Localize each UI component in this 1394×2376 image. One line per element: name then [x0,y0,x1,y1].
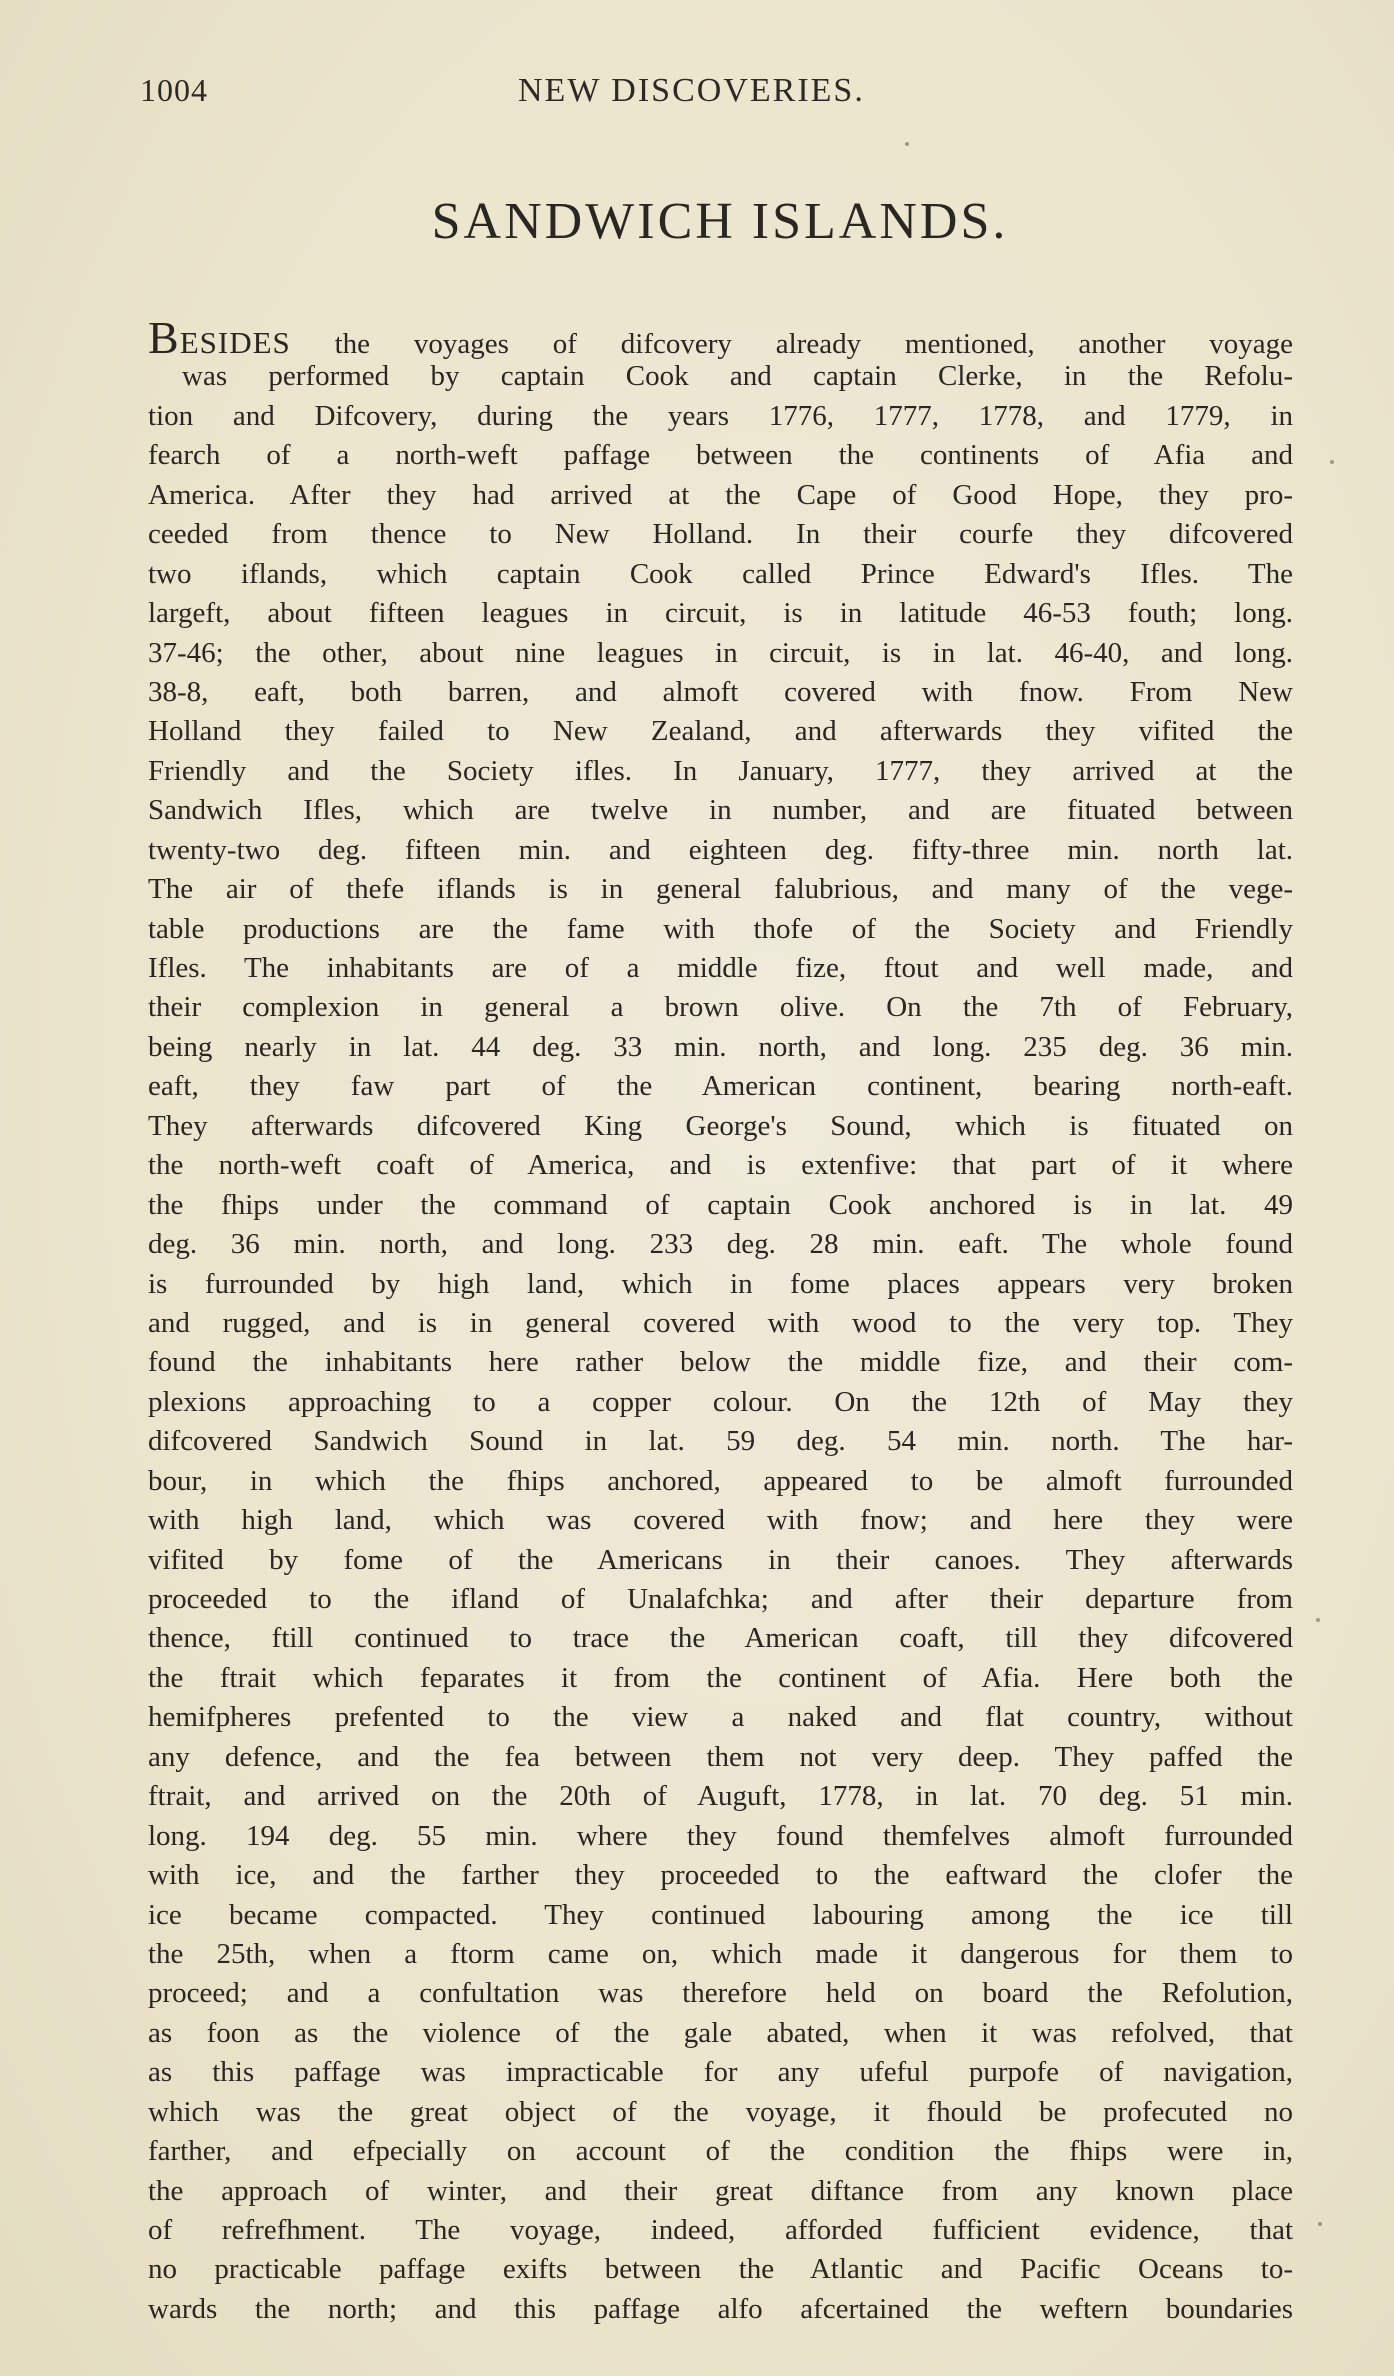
text-line: twenty-two deg. fifteen min. and eighteen deg. fifty-three min. north lat. [148,833,1293,866]
text-line: vifited by fome of the Americans in their canoes. They afterwards [148,1543,1293,1576]
text-line: with high land, which was covered with fnow; and here they were [148,1504,1293,1537]
text-line: proceeded to the ifland of Unalafchka; and after their departure from [148,1583,1293,1615]
text-line: ftrait, and arrived on the 20th of Auguft, 1778, in lat. 70 deg. 51 min. [148,1780,1293,1813]
text-line: eaft, they faw part of the American continent, bearing north-eaft. [148,1070,1293,1103]
text-line: which was the great object of the voyage, it fhould be profecuted no [148,2095,1293,2128]
text-line: any defence, and the fea between them not very deep. They paffed the [148,1740,1293,1773]
text-line: being nearly in lat. 44 deg. 33 min. north, and long. 235 deg. 36 min. [148,1030,1293,1063]
text-line: as foon as the violence of the gale abated, when it was refolved, that [148,2016,1293,2049]
text-line: 37-46; the other, about nine leagues in circuit, is in lat. 46-40, and long. [148,636,1293,669]
text-line: difcovered Sandwich Sound in lat. 59 deg. 54 min. north. The har- [148,1425,1293,1458]
paper-speck [1318,2222,1322,2226]
page-number: 1004 [140,72,208,108]
text-line: the 25th, when a ftorm came on, which made it dangerous for them to [148,1937,1293,1970]
text-line: the ftrait which feparates it from the continent of Afia. Here both the [148,1661,1293,1694]
text-line: Friendly and the Society ifles. In January, 1777, they arrived at the [148,754,1293,787]
text-line: the north-weft coaft of America, and is extenfive: that part of it where [148,1149,1293,1182]
paper-speck [1330,460,1334,464]
line-text: the voyages of difcovery already mentioned, another voyage [290,328,1293,360]
text-line: America. After they had arrived at the Cape of Good Hope, they pro- [148,478,1293,511]
text-line: proceed; and a confultation was therefore held on board the Refolution, [148,1977,1293,2010]
text-line: plexions approaching to a copper colour. On the 12th of May they [148,1385,1293,1418]
text-line: thence, ftill continued to trace the American coaft, till they difcovered [148,1622,1293,1655]
text-line: farther, and efpecially on account of the condition the fhips were in, [148,2135,1293,2168]
text-line: and rugged, and is in general covered with wood to the very top. They [148,1306,1293,1339]
text-line [148,312,1293,363]
text-line: two iflands, which captain Cook called Prince Edward's Ifles. The [148,557,1293,590]
text-line: as this paffage was impracticable for any ufeful purpofe of navigation, [148,2056,1293,2089]
text-line: tion and Difcovery, during the years 1776, 1777, 1778, and 1779, in [148,399,1293,432]
text-line: is furrounded by high land, which in fome places appears very broken [148,1267,1293,1300]
text-line: The air of thefe iflands is in general falubrious, and many of the vege- [148,873,1293,906]
text-line: fearch of a north-weft paffage between the continents of Afia and [148,439,1293,472]
text-line: ice became compacted. They continued labouring among the ice till [148,1898,1293,1931]
text-line: Ifles. The inhabitants are of a middle fize, ftout and well made, and [148,952,1293,984]
paper-speck [905,142,909,146]
text-line: table productions are the fame with thofe of the Society and Friendly [148,912,1293,945]
text-line: of refrefhment. The voyage, indeed, afforded fufficient evidence, that [148,2214,1293,2246]
text-line: bour, in which the fhips anchored, appeared to be almoft furrounded [148,1464,1293,1497]
text-line: ceeded from thence to New Holland. In their courfe they difcovered [148,518,1293,551]
text-line: wards the north; and this paffage alfo afcertained the weftern boundaries [148,2292,1293,2325]
text-line: Holland they failed to New Zealand, and afterwards they vifited the [148,715,1293,748]
text-line: largeft, about fifteen leagues in circuit, is in latitude 46-53 fouth; long. [148,597,1293,630]
text-line: hemifpheres prefented to the view a naked and flat country, without [148,1701,1293,1734]
text-line: 38-8, eaft, both barren, and almoft covered with fnow. From New [148,675,1293,708]
page-header [140,72,1300,122]
text-line: was performed by captain Cook and captain Clerke, in the Refolu- [182,360,1293,393]
paper-speck [1316,1618,1320,1622]
text-line: Sandwich Ifles, which are twelve in number, and are fituated between [148,794,1293,827]
text-line: no practicable paffage exifts between the Atlantic and Pacific Oceans to- [148,2253,1293,2286]
drop-cap-rest: ESIDES [179,325,291,360]
body-text [148,312,1293,2329]
text-line: deg. 36 min. north, and long. 233 deg. 28 min. eaft. The whole found [148,1228,1293,1261]
drop-cap: B [148,312,180,363]
text-line: found the inhabitants here rather below the middle fize, and their com- [148,1346,1293,1379]
text-line: the approach of winter, and their great diftance from any known place [148,2174,1293,2207]
text-line: They afterwards difcovered King George's Sound, which is fituated on [148,1109,1293,1142]
running-head: NEW DISCOVERIES. [518,72,865,109]
text-line: the fhips under the command of captain Cook anchored is in lat. 49 [148,1188,1293,1221]
text-line: their complexion in general a brown olive. On the 7th of February, [148,991,1293,1024]
text-line: with ice, and the farther they proceeded to the eaftward the clofer the [148,1859,1293,1892]
text-line: long. 194 deg. 55 min. where they found themfelves almoft furrounded [148,1819,1293,1852]
chapter-title: SANDWICH ISLANDS. [431,193,1009,250]
